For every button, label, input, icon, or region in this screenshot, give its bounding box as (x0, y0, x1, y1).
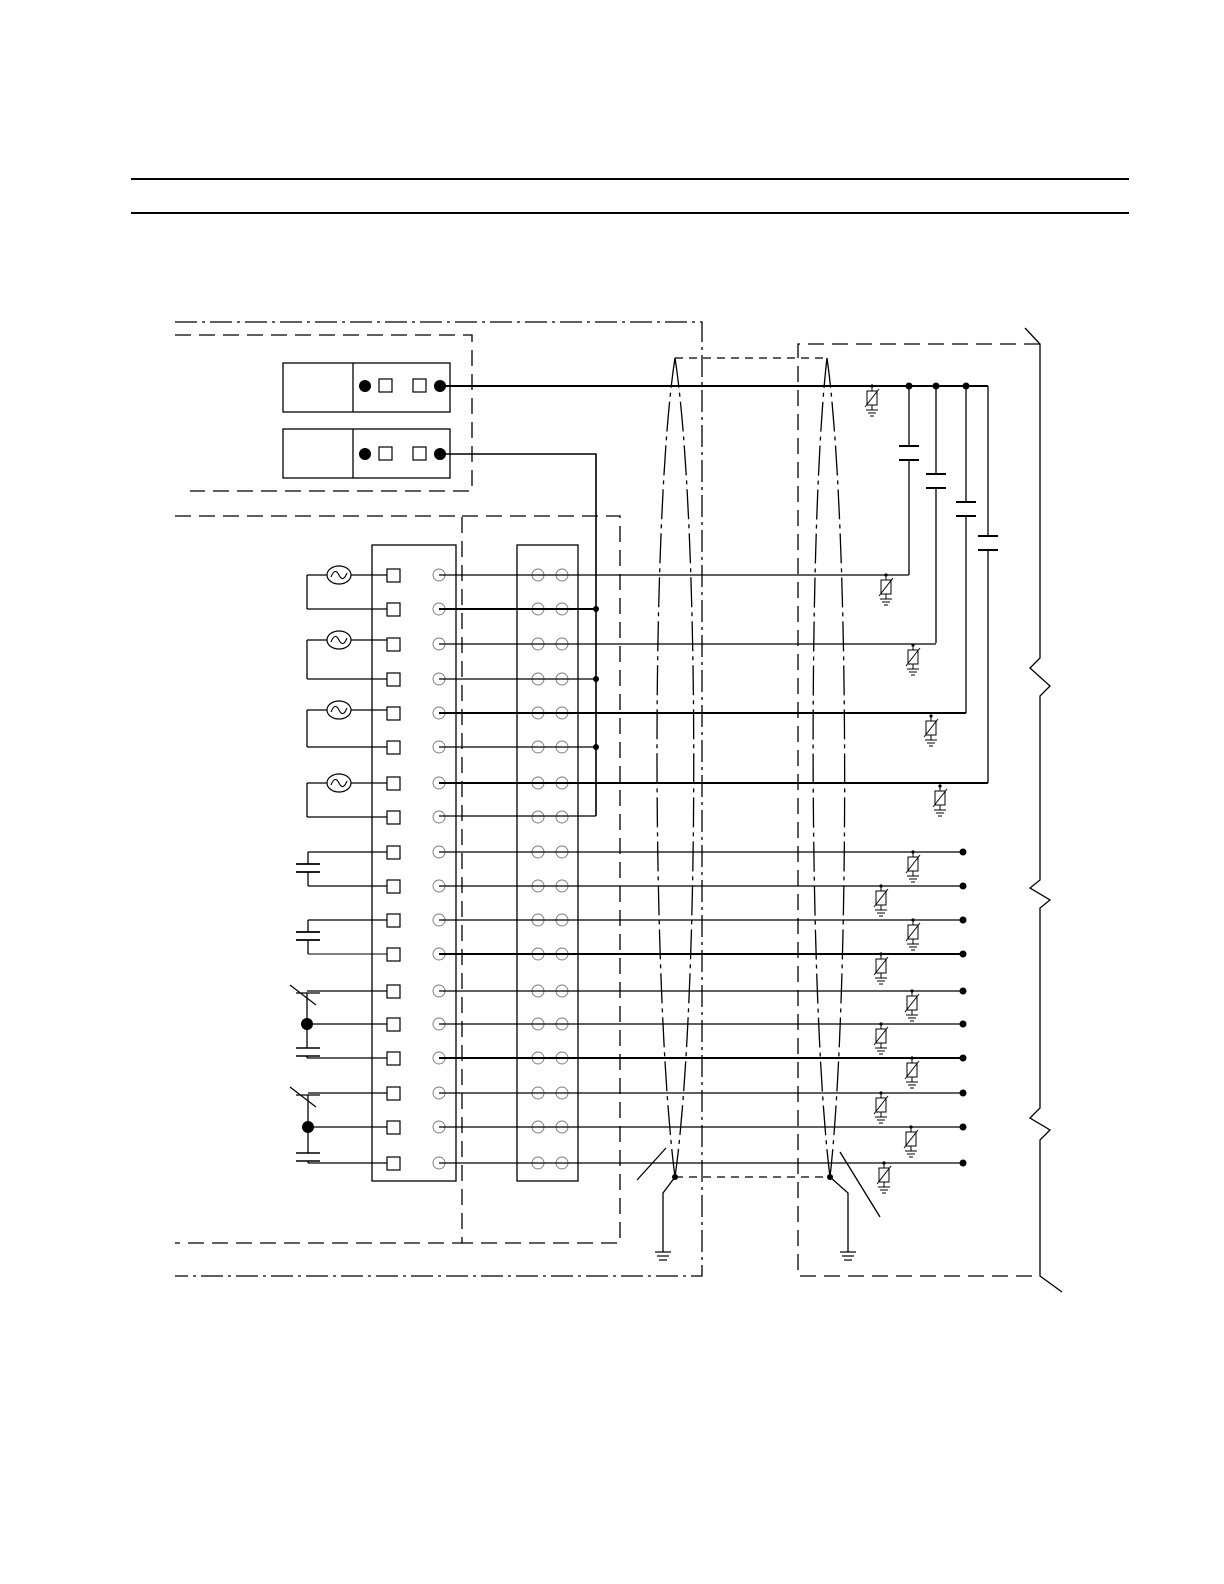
mov-suppressor-icon (865, 384, 879, 416)
mov-suppressor-icon (933, 784, 947, 816)
screw-terminal-icon (433, 811, 445, 823)
mov-suppressor-icon (905, 989, 919, 1021)
shield-ground-lead-left (663, 1177, 675, 1252)
terminal-square-icon (387, 1157, 400, 1170)
cable-shield-left-back (675, 358, 694, 1177)
junction-dot-icon (593, 606, 599, 612)
junction-dot-icon (963, 383, 970, 390)
terminal-square-icon (387, 638, 400, 651)
mov-suppressor-icon (906, 850, 920, 882)
terminal-square-icon (387, 707, 400, 720)
terminal-enclosure (175, 516, 462, 1243)
junction-dot-icon (933, 383, 940, 390)
mov-suppressor-icon (879, 573, 893, 605)
terminal-dot-icon (434, 380, 446, 392)
mov-suppressor-icon (904, 1125, 918, 1157)
terminal-dot-icon (434, 448, 446, 460)
mov-suppressor-icon (874, 1091, 888, 1123)
wire-end-dot-icon (960, 1021, 967, 1028)
ground-icon (655, 1252, 671, 1260)
terminal-square-icon (387, 1052, 400, 1065)
mov-suppressor-icon (874, 1022, 888, 1054)
terminal-square-icon (387, 1087, 400, 1100)
terminal-square-icon (387, 914, 400, 927)
screw-terminal-icon (532, 811, 544, 823)
terminal-square-icon (387, 603, 400, 616)
wire-end-dot-icon (960, 988, 967, 995)
terminal-square-icon (387, 673, 400, 686)
shield-junction-dot-icon (827, 1174, 833, 1180)
wire-end-dot-icon (960, 1160, 967, 1167)
ground-icon (840, 1252, 856, 1260)
terminal-square-icon (387, 846, 400, 859)
junction-dot-icon (593, 676, 599, 682)
mov-suppressor-icon (906, 918, 920, 950)
switch-icon (290, 985, 316, 1005)
wire-end-dot-icon (960, 883, 967, 890)
connector-square-icon (379, 447, 392, 460)
wire-end-dot-icon (960, 951, 967, 958)
outer-enclosure-right (798, 344, 1040, 1276)
terminal-dot-icon (359, 380, 371, 392)
connector-square-icon (413, 379, 426, 392)
wire-end-dot-icon (960, 1124, 967, 1131)
terminal-square-icon (387, 569, 400, 582)
junction-dot-icon (593, 744, 599, 750)
shield-junction-dot-icon (672, 1174, 678, 1180)
cable-shield-right-back (827, 358, 845, 1177)
mov-suppressor-icon (924, 714, 938, 746)
cable-shield-left (657, 358, 675, 1177)
wire-end-dot-icon (960, 1090, 967, 1097)
field-wiring-block (517, 545, 578, 1181)
mov-suppressor-icon (874, 952, 888, 984)
bus-wire-2 (440, 454, 596, 816)
terminal-dot-icon (359, 448, 371, 460)
terminal-square-icon (387, 1018, 400, 1031)
terminal-square-icon (387, 948, 400, 961)
shield-ground-lead-right (830, 1177, 848, 1252)
cable-shield-right (813, 358, 830, 1177)
wire-end-dot-icon (960, 849, 967, 856)
right-brace (1025, 328, 1062, 1292)
screw-terminal-icon (556, 811, 568, 823)
connector-square-icon (379, 379, 392, 392)
module-enclosure (175, 335, 472, 491)
mov-suppressor-icon (877, 1161, 891, 1193)
wire-end-dot-icon (960, 1055, 967, 1062)
junction-dot-icon (906, 383, 913, 390)
mov-suppressor-icon (905, 1056, 919, 1088)
terminal-square-icon (387, 811, 400, 824)
mov-suppressor-icon (874, 884, 888, 916)
connector-square-icon (413, 447, 426, 460)
switch-icon (290, 1087, 316, 1107)
terminal-square-icon (387, 880, 400, 893)
mov-suppressor-icon (906, 643, 920, 675)
terminal-square-icon (387, 741, 400, 754)
terminal-square-icon (387, 1121, 400, 1134)
terminal-square-icon (387, 985, 400, 998)
wire-end-dot-icon (960, 917, 967, 924)
terminal-square-icon (387, 777, 400, 790)
